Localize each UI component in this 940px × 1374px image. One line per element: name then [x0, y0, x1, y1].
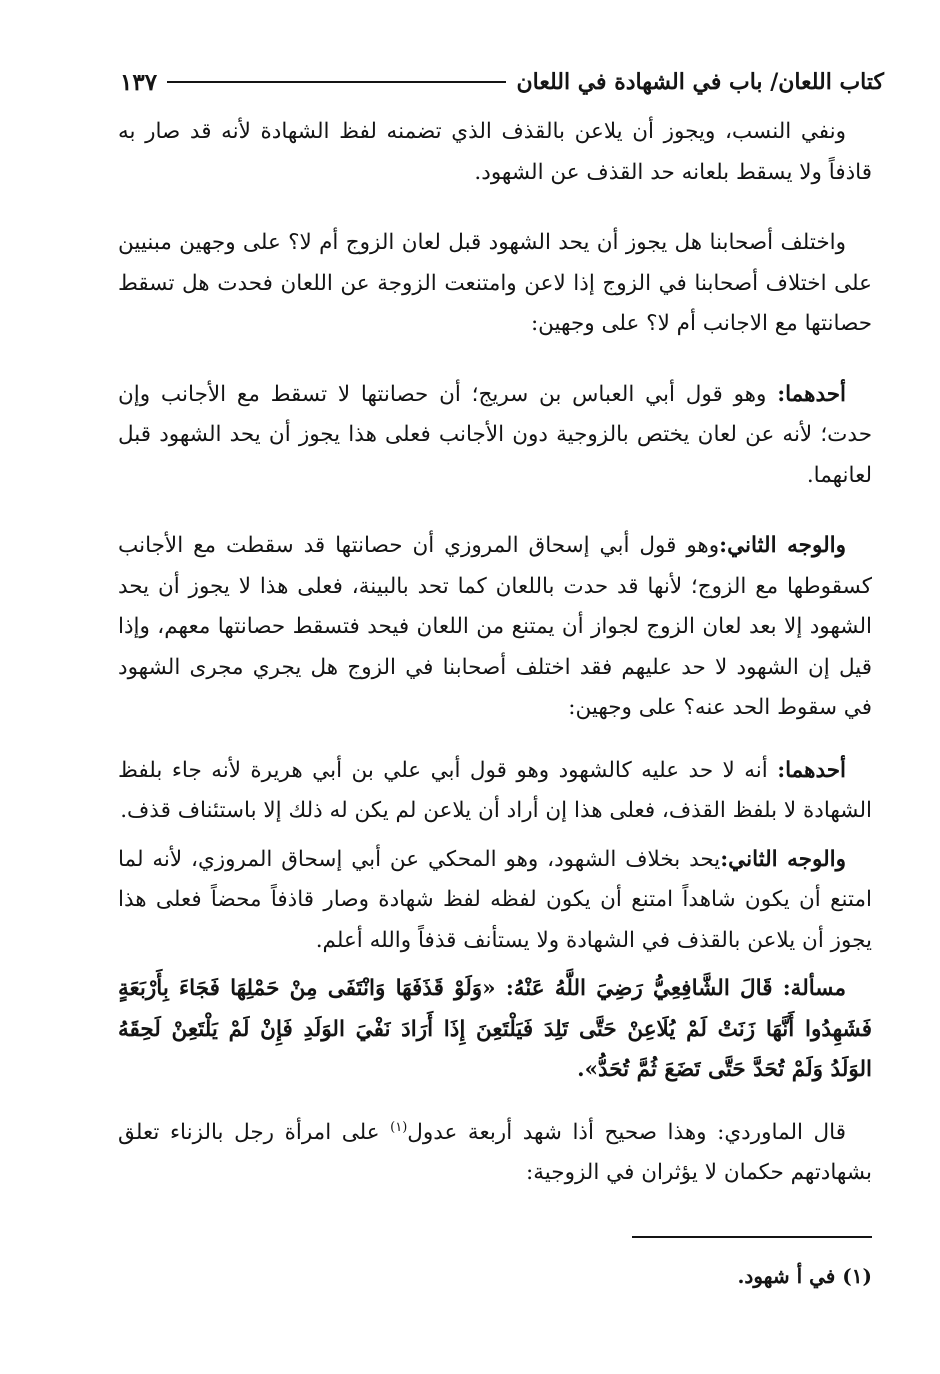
- paragraph-text: واختلف أصحابنا هل يجوز أن يحد الشهود قبل لعان الزوج أم لا؟ على وجهين مبنيين على اختلاف أصحابنا في الزوج إذا لاعن وامتنعت الزوجة عن اللعان فحدت هل تسقط حصانتها مع الاجانب أم لا؟ على وجهين:: [118, 230, 872, 336]
- paragraph-text: قال الماوردي: وهذا صحيح أذا شهد أربعة عدول: [407, 1119, 846, 1145]
- paragraph-lead: والوجه الثاني:: [720, 846, 846, 872]
- paragraph-text: يحد بخلاف الشهود، وهو المحكي عن أبي إسحاق المروزي، لأنه لما امتنع أن يكون شاهداً امتنع أن يكون لفظه لفظ شهادة وصار قاذفاً محضاً فعلى هذا يجوز أن يلاعن بالقذف في الشهادة ولا يستأنف قذفاً والله أعلم.: [118, 846, 872, 953]
- paragraph-text: أنه لا حد عليه كالشهود وهو قول أبي علي بن أبي هريرة لأنه جاء بلفظ الشهادة لا بلفظ القذف، فعلى هذا إن أراد أن يلاعن لم يكن له ذلك إلا باستئناف قذف.: [118, 757, 872, 823]
- footnote-reference[interactable]: (١): [390, 1119, 408, 1135]
- footnote: (١) في أ شهود.: [737, 1264, 872, 1288]
- masala-heading: مسألة: قَالَ الشَّافِعِيُّ رَضِيَ اللَّهُ عَنْهُ:: [505, 976, 846, 1001]
- paragraph-text: ونفي النسب، ويجوز أن يلاعن بالقذف الذي تضمنه لفظ الشهادة لأنه قد صار به قاذفاً ولا يسقط بلعانه حد القذف عن الشهود.: [118, 119, 872, 185]
- paragraph-lead: أحدهما:: [777, 381, 846, 407]
- paragraph-8: [118, 1113, 872, 1194]
- paragraph-2: [118, 223, 872, 345]
- page-header: [120, 62, 884, 102]
- masala-paragraph: [118, 969, 872, 1091]
- header-rule: [167, 81, 506, 83]
- paragraph-lead: والوجه الثاني:: [719, 533, 846, 558]
- footnote-divider: [632, 1236, 872, 1238]
- paragraph-1: [118, 112, 872, 193]
- running-title: كتاب اللعان/ باب في الشهادة في اللعان: [516, 69, 884, 95]
- paragraph-5: [118, 751, 872, 832]
- quoted-text: «وَلَوْ قَذَفَهَا وَانْتَفَى مِنْ حَمْلِهَا فَجَاءَ بِأَرْبَعَةٍ فَشَهِدُوا أَنَّهَا زَنَتْ لَمْ يُلَاعِنْ حَتَّى تَلِدَ فَيَلْتَعِنَ إِذَا أَرَادَ نَفْيَ الوَلَدِ فَإِنْ لَمْ يَلْتَعِنْ لَحِقَهُ الوَلَدُ وَلَمْ تُحَدَّ حَتَّى تَضَعَ ثُمَّ تُحَدُّ».: [118, 976, 872, 1082]
- paragraph-4: [118, 526, 872, 729]
- paragraph-text-continued: على امرأة رجل بالزناء تعلق بشهادتهم حكمان لا يؤثران في الزوجية:: [118, 1119, 872, 1185]
- paragraph-text: وهو قول أبي إسحاق المروزي أن حصانتها قد سقطت مع الأجانب كسقوطها مع الزوج؛ لأنها قد حدت باللعان كما تحد بالبينة، فعلى هذا لا يجوز أن يحد الشهود إلا بعد لعان الزوج لجواز أن يمتنع من اللعان فيحد فتسقط حصانتها معهم، وإذا قيل إن الشهود لا حد عليهم فقد اختلف أصحابنا في الزوج هل يجري مجرى الشهود في سقوط الحد عنه؟ على وجهين:: [118, 533, 873, 720]
- paragraph-text: وهو قول أبي العباس بن سريج؛ أن حصانتها لا تسقط مع الأجانب وإن حدت؛ لأنه عن لعان يختص بالزوجية دون الأجانب فعلى هذا يجوز أن يحد الشهود قبل لعانهما.: [118, 381, 872, 488]
- paragraph-3: [118, 375, 872, 497]
- page-number: ١٣٧: [120, 68, 158, 96]
- paragraph-6: [118, 840, 872, 962]
- paragraph-lead: أحدهما:: [777, 757, 846, 783]
- main-text: [118, 112, 872, 1194]
